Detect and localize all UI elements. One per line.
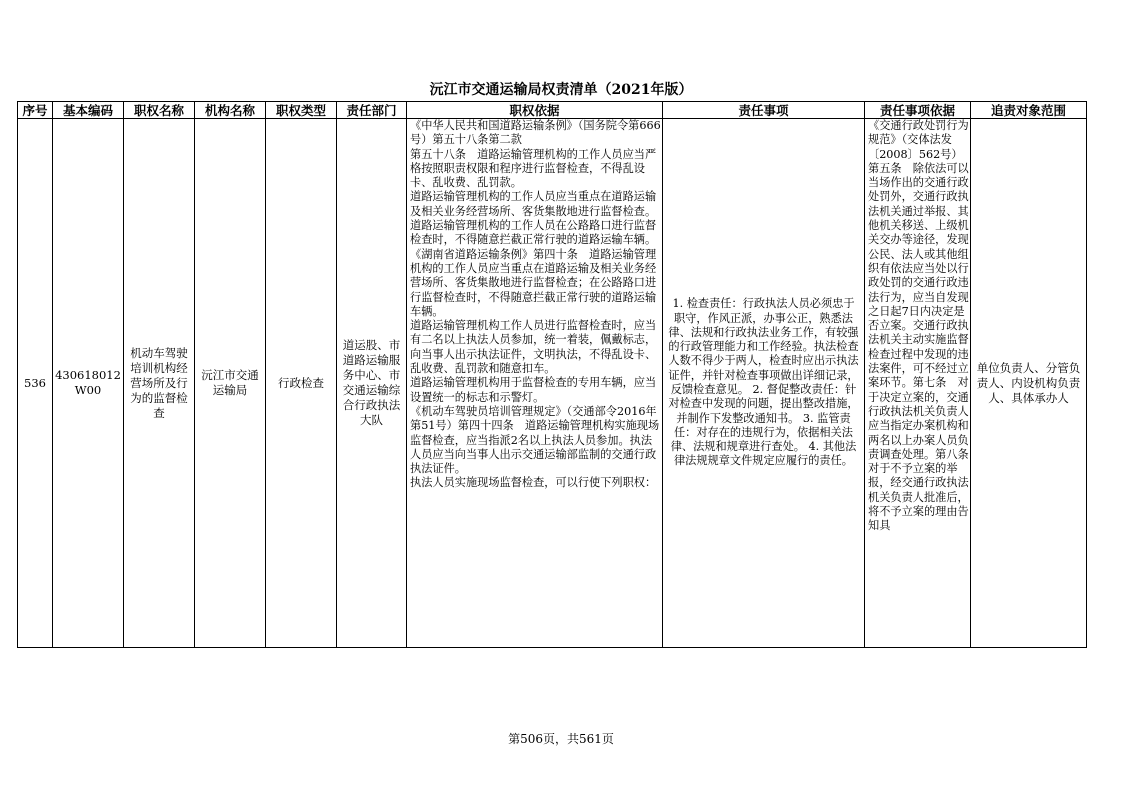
- cell-accountability: 单位负责人、分管负责人、内设机构负责人、具体承办人: [971, 119, 1087, 648]
- basis-paragraph: 《中华人民共和国道路运输条例》（国务院令第666号）第五十八条第二款: [410, 119, 661, 147]
- header-seq: 序号: [18, 102, 53, 119]
- header-basis: 职权依据: [407, 102, 663, 119]
- cell-power-type: 行政检查: [266, 119, 337, 648]
- basis-paragraph: 《湖南省道路运输条例》第四十条 道路运输管理机构的工作人员应当重点在道路运输及相关业务经营场所、客货集散地进行监督检查；在公路路口进行监督检查时，不得随意拦截正常行驶的道路运输车辆。: [410, 247, 657, 318]
- cell-org-name: 沅江市交通运输局: [195, 119, 266, 648]
- table-row: [18, 119, 1087, 648]
- responsibility-table: [17, 101, 1087, 648]
- basis-paragraph: 道路运输管理机构的工作人员在公路路口进行监督检查时，不得随意拦截正常行驶的道路运输车辆。: [410, 219, 657, 247]
- header-department: 责任部门: [337, 102, 407, 119]
- cell-duty: 1. 检查责任：行政执法人员必须忠于职守，作风正派，办事公正，熟悉法律、法规和行政执法业务工作，有较强的行政管理能力和工作经验。执法检查人数不得少于两人，检查时应出示执法证件，并针对检查事项做出详细记录，反馈检查意见。 2. 督促整改责任：针对检查中发现的问题，提出整改措施，并制作下发整改通知书。 3. 监管责任：对存在的违规行为，依据相关法律、法规和规章进行查处。 4. 其他法律法规规章文件规定应履行的责任。: [663, 119, 865, 648]
- basis-paragraph: 道路运输管理机构工作人员进行监督检查时，应当有二名以上执法人员参加，统一着装，佩戴标志，向当事人出示执法证件，文明执法，不得乱设卡、乱收费、乱罚款和随意扣车。: [410, 319, 657, 376]
- cell-power-name: 机动车驾驶培训机构经营场所及行为的监督检查: [124, 119, 195, 648]
- header-power-type: 职权类型: [266, 102, 337, 119]
- basis-paragraph: 《机动车驾驶员培训管理规定》（交通部令2016年第51号）第四十四条 道路运输管理机构实施现场监督检查，应当指派2名以上执法人员参加。执法人员应当向当事人出示交通运输部监制的交通行政执法证件。: [410, 404, 660, 476]
- header-org-name: 机构名称: [195, 102, 266, 119]
- table-header-row: [18, 102, 1087, 119]
- cell-duty-basis: [865, 119, 980, 648]
- header-code: 基本编码: [53, 102, 124, 119]
- basis-paragraph: 第五十八条 道路运输管理机构的工作人员应当严格按照职责权限和程序进行监督检查，不得乱设卡、乱收费、乱罚款。: [410, 147, 657, 190]
- cell-department: 道运股、市道路运输服务中心、市交通运输综合行政执法大队: [337, 119, 407, 648]
- document-title: 沅江市交通运输局权责清单（2021年版）: [429, 82, 693, 98]
- cell-seq: 536: [18, 119, 53, 648]
- cell-code: 430618012W00: [53, 119, 124, 648]
- header-accountability: 追责对象范围: [971, 102, 1087, 119]
- cell-basis: [407, 119, 663, 648]
- basis-paragraph: 道路运输管理机构用于监督检查的专用车辆，应当设置统一的标志和示警灯。: [410, 376, 657, 404]
- header-duty-basis: 责任事项依据: [865, 102, 971, 119]
- basis-paragraph: 道路运输管理机构的工作人员应当重点在道路运输及相关业务经营场所、客货集散地进行监督检查。: [410, 190, 657, 218]
- basis-paragraph: 执法人员实施现场监督检查，可以行使下列职权：: [410, 476, 657, 490]
- duty-basis-text: 《交通行政处罚行为规范》（交体法发〔2008〕562号）第五条 除依法可以当场作出的交通行政处罚外，交通行政执法机关通过举报、其他机关移送、上级机关交办等途径，发现公民、法人或其他组织有依法应当处以行政处罚的交通行政违法行为，应当自发现之日起7日内决定是否立案。交通行政执法机关主动实施监督检查过程中发现的违法案件，可不经过立案环节。第七条 对于决定立案的，交通行政执法机关负责人应当指定办案机构和两名以上办案人员负责调查处理。第八条 对于不予立案的举报，经交通行政执法机关负责人批准后，将不予立案的理由告知具: [868, 119, 980, 533]
- header-duty: 责任事项: [663, 102, 865, 119]
- header-power-name: 职权名称: [124, 102, 195, 119]
- page-number: 第506页，共561页: [508, 732, 614, 746]
